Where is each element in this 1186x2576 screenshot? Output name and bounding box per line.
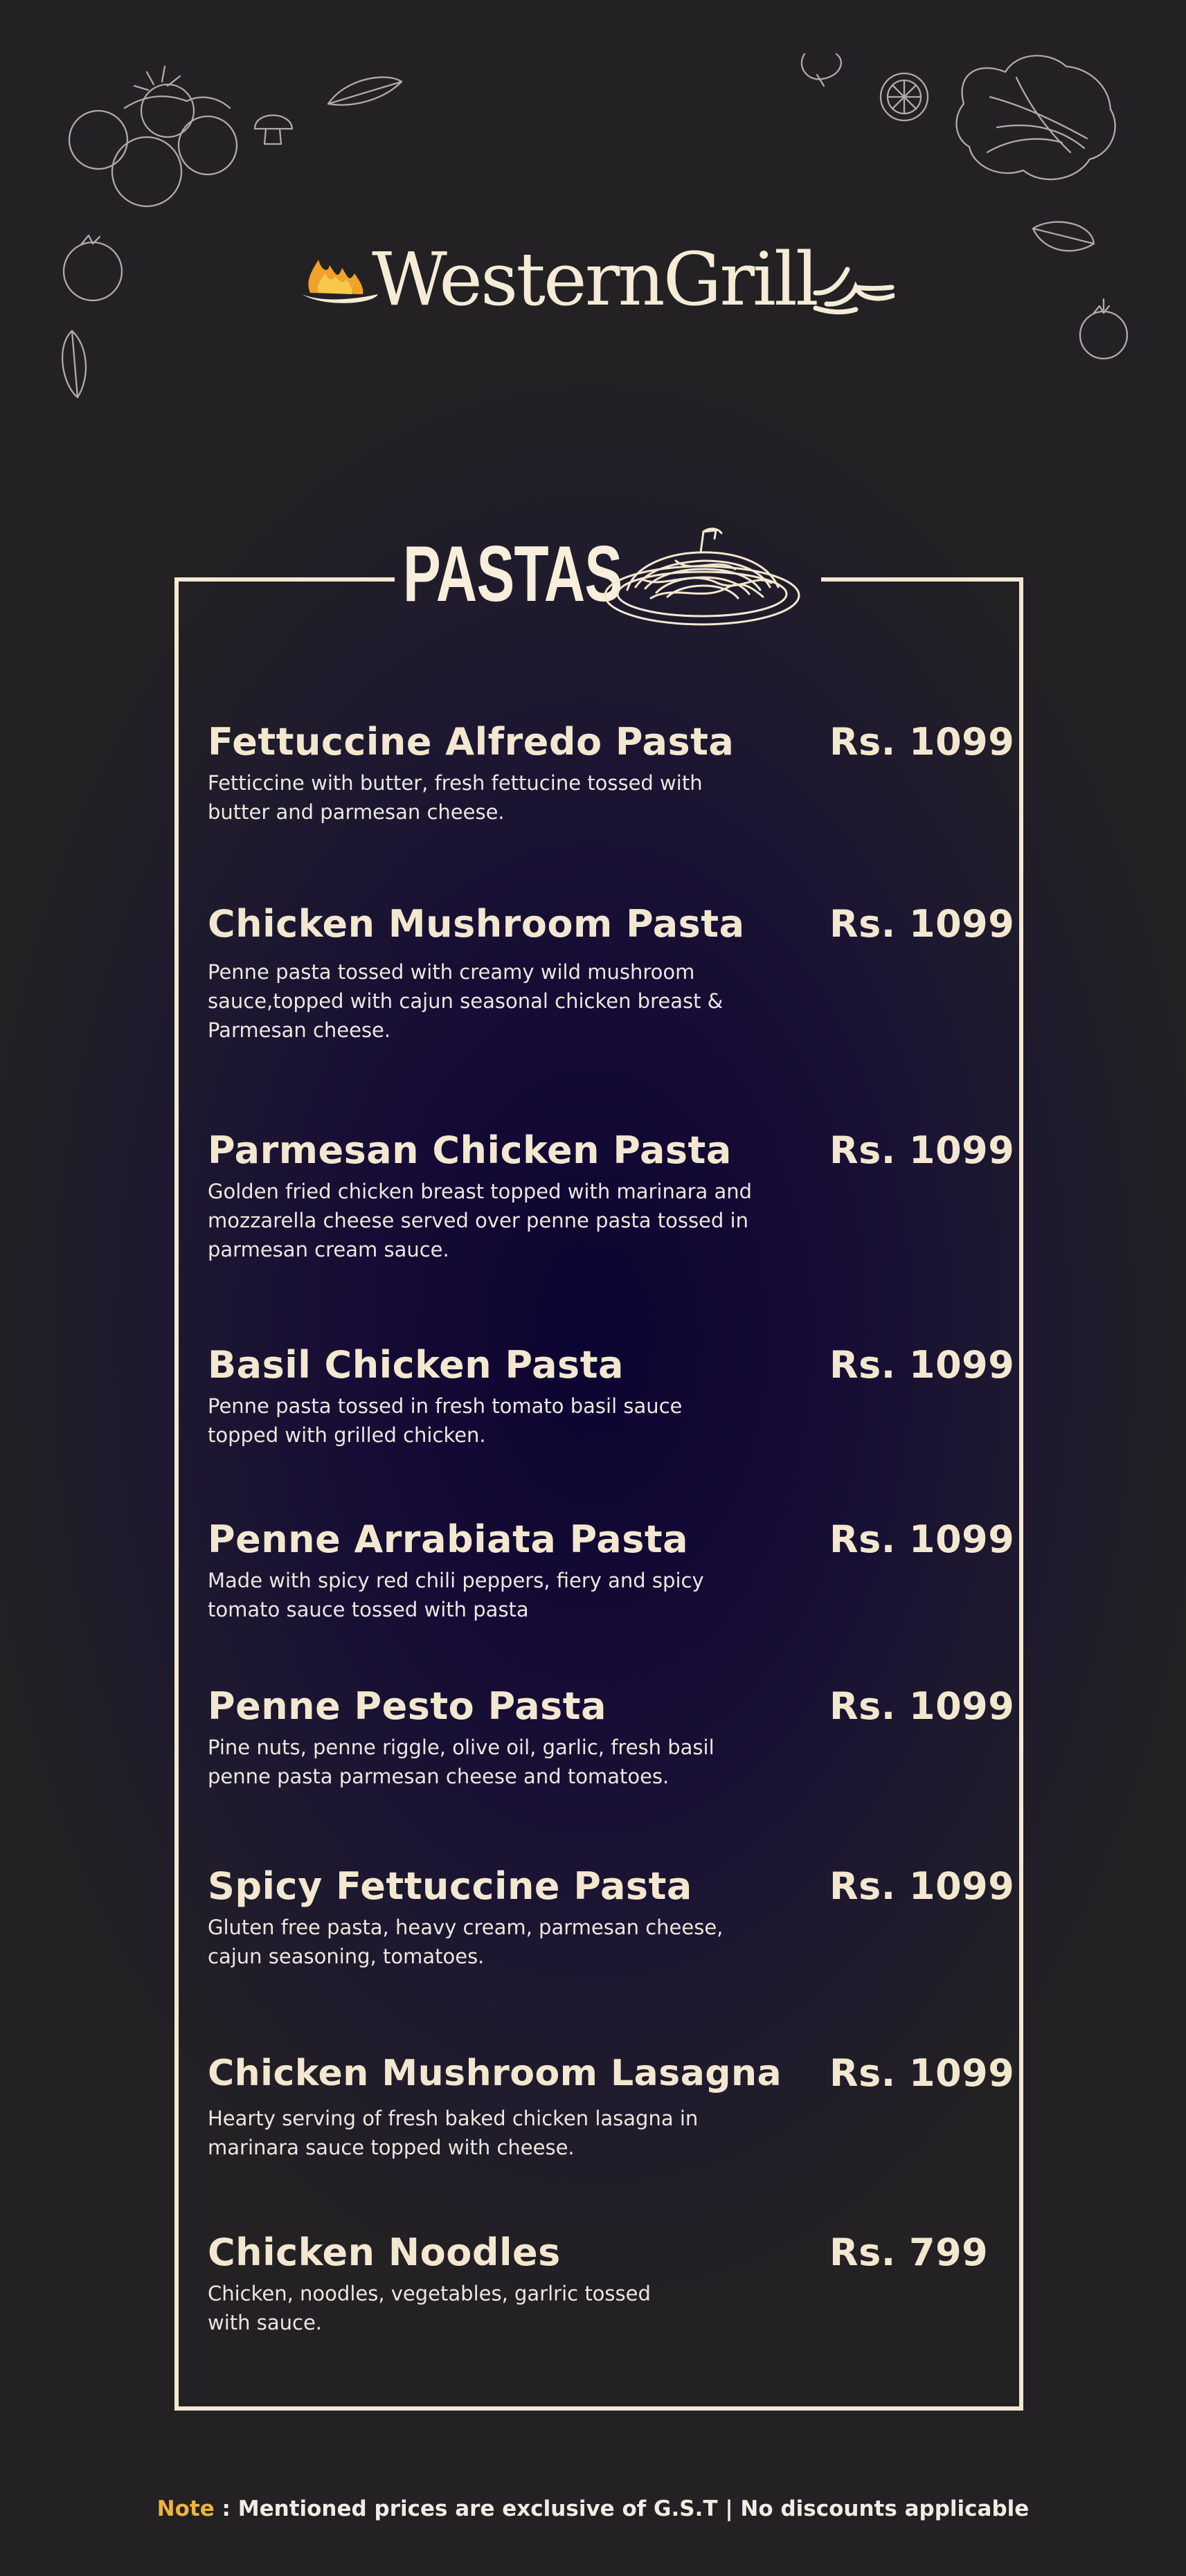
- menu-item-description: Hearty serving of fresh baked chicken lasagna in marinara sauce topped with cheese.: [208, 2107, 699, 2159]
- menu-item-price: Rs. 1099: [829, 720, 1015, 764]
- menu-item-name: Parmesan Chicken Pasta: [208, 1128, 732, 1172]
- section-title: PASTAS: [403, 530, 622, 618]
- menu-item-description: Fetticcine with butter, fresh fettucine tossed with butter and parmesan cheese.: [208, 771, 703, 824]
- menu-item-description: Gluten free pasta, heavy cream, parmesan cheese, cajun seasoning, tomatoes.: [208, 1916, 724, 1968]
- menu-item-description: Pine nuts, penne riggle, olive oil, garlic, fresh basil penne pasta parmesan cheese and tomatoes.: [208, 1736, 715, 1788]
- menu-item-description: Made with spicy red chili peppers, fiery and spicy tomato sauce tossed with pasta: [208, 1569, 704, 1621]
- fork-icon: [811, 260, 895, 323]
- brand-name: WesternGrill: [372, 237, 817, 322]
- western-grill-logo: [298, 239, 893, 329]
- menu-item-name: Chicken Mushroom Pasta: [208, 902, 745, 946]
- menu-item-price: Rs. 1099: [829, 2051, 1015, 2095]
- menu-item-description: Golden fried chicken breast topped with marinara and mozzarella cheese served over penne pasta tossed in parmesan cream sauce.: [208, 1180, 753, 1261]
- menu-item-name: Spicy Fettuccine Pasta: [208, 1864, 692, 1908]
- menu-item-description: Chicken, noodles, vegetables, garlric tossed with sauce.: [208, 2282, 651, 2334]
- menu-item-name: Chicken Mushroom Lasagna: [208, 2053, 782, 2094]
- menu-item-name: Chicken Noodles: [208, 2231, 561, 2274]
- menu-item-price: Rs. 1099: [829, 1128, 1015, 1172]
- menu-item-price: Rs. 1099: [829, 1864, 1015, 1908]
- note-label: Note: [156, 2496, 215, 2521]
- menu-item-description: Penne pasta tossed in fresh tomato basil sauce topped with grilled chicken.: [208, 1394, 683, 1447]
- menu-item-name: Fettuccine Alfredo Pasta: [208, 720, 735, 764]
- menu-item-name: Penne Pesto Pasta: [208, 1684, 607, 1728]
- price-note: [0, 2494, 1186, 2524]
- menu-item-price: Rs. 1099: [829, 1684, 1015, 1728]
- frame-top-right-rule: [821, 577, 1023, 582]
- menu-item-price: Rs. 1099: [829, 1343, 1015, 1387]
- menu-item-name: Penne Arrabiata Pasta: [208, 1517, 689, 1561]
- menu-item-name: Basil Chicken Pasta: [208, 1343, 624, 1387]
- note-text: : Mentioned prices are exclusive of G.S.T | No discounts applicable: [214, 2496, 1030, 2521]
- menu-item-description: Penne pasta tossed with creamy wild mushroom sauce,topped with cajun seasonal chicken breast & Parmesan cheese.: [208, 960, 724, 1042]
- food-doodles-decoration: [0, 0, 1186, 429]
- spaghetti-plate-icon: [600, 521, 807, 631]
- menu-item-price: Rs. 1099: [829, 902, 1015, 946]
- menu-item-price: Rs. 799: [829, 2231, 989, 2274]
- menu-item-price: Rs. 1099: [829, 1517, 1015, 1561]
- frame-top-left-rule: [174, 577, 395, 582]
- flame-icon: [298, 253, 379, 315]
